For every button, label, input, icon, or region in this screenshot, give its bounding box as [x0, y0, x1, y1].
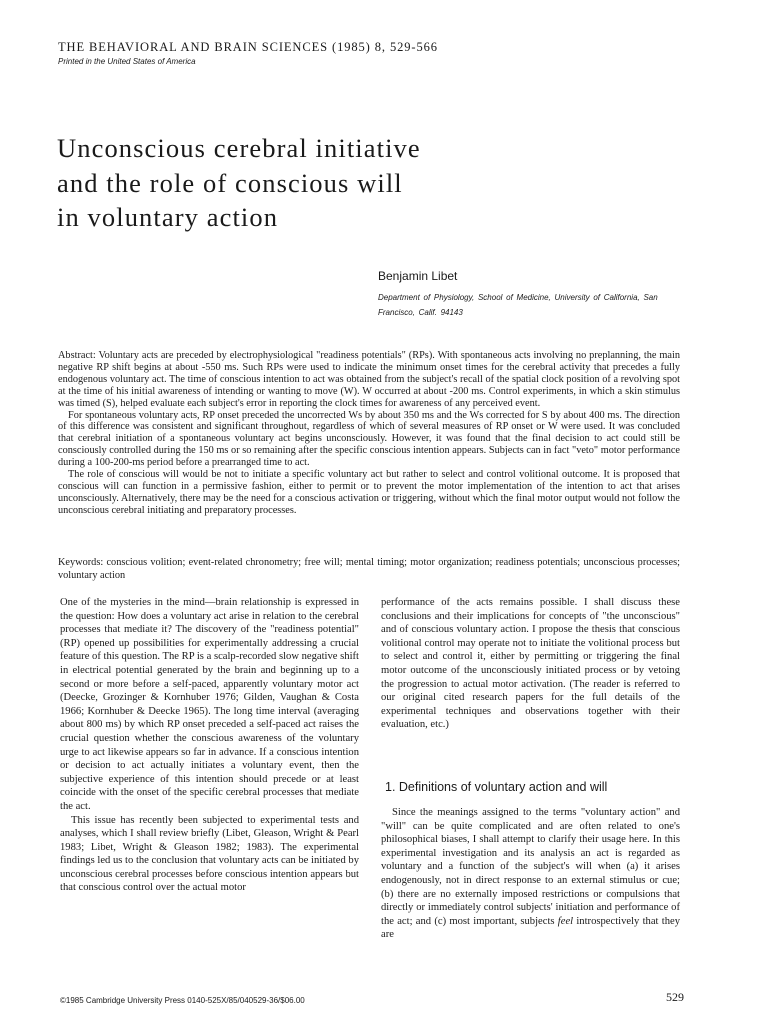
- journal-header: THE BEHAVIORAL AND BRAIN SCIENCES (1985) 8, 529-566: [58, 40, 438, 54]
- title-line: in voluntary action: [57, 202, 279, 232]
- article-title: [57, 131, 527, 235]
- section-body: [381, 806, 680, 942]
- body-paragraph: One of the mysteries in the mind—brain relationship is expressed in the question: How does a voluntary act arise in relation to the cerebral processes that mediate it? The discovery of the "readiness potential" (RP) opened up possibilities for experimentally addressing a crucial feature of this question. The RP is a scalp-recorded slow negative shift in electrical potential generated by the brain and beginning up to a second or more before a self-paced, apparently voluntary motor act (Deecke, Grozinger & Kornhuber 1976; Gilden, Vaughan & Costa 1966; Kornhuber & Deecke 1965). The long time interval (averaging about 800 ms) by which RP onset preceded a self-paced act raises the crucial question whether the conscious awareness of the voluntary urge to act likewise appears so far in advance. If a conscious intention or decision to act actually initiates a voluntary event, then the subjective experience of this intention should precede or at least coincide with the onset of the specific cerebral processes that mediate the act.: [60, 597, 359, 812]
- keywords: Keywords: conscious volition; event-related chronometry; free will; mental timing; motor organization; readiness potentials; unconscious processes; voluntary action: [58, 557, 680, 581]
- printed-in-line: Printed in the United States of America: [58, 57, 196, 66]
- footer-copyright: ©1985 Cambridge University Press 0140-525X/85/040529-36/$06.00: [60, 996, 305, 1005]
- body-paragraph: This issue has recently been subjected to experimental tests and analyses, which I shall review briefly (Libet, Gleason, Wright & Pearl 1983; Libet, Wright & Gleason 1982; 1983). The experimental findings led us to the conclusion that voluntary acts can be initiated by unconscious cerebral processes before conscious intention appears but that conscious control over the actual motor: [60, 814, 359, 894]
- body-paragraph: [381, 806, 680, 942]
- title-line: and the role of conscious will: [57, 167, 403, 198]
- body-paragraph: performance of the acts remains possible. I shall discuss these conclusions and their implications for concepts of "the unconscious" and of conscious voluntary action. I propose the thesis that conscious volitional control may operate not to initiate the volitional process but to select and control it, either by permitting or triggering the final motor outcome of the unconsciously initiated process or by vetoing the progression to actual motor activation. (The reader is referred to our original cited research papers for the full details of the experimental techniques and observations together with their evaluation, etc.): [381, 597, 680, 731]
- author-affiliation: Department of Physiology, School of Medicine, University of California, San Francisco, Calif. 94143: [378, 293, 658, 317]
- author-name: Benjamin Libet: [378, 269, 458, 283]
- abstract-paragraph: Abstract: Voluntary acts are preceded by electrophysiological "readiness potentials" (RPs). With spontaneous acts involving no preplanning, the main negative RP shift begins at about -550 ms. Such RPs were used to indicate the minimum onset times for the cerebral activity that precedes a fully endogenous voluntary act. The time of conscious intention to act was obtained from the subject's recall of the spatial clock position of a revolving spot at the time of his initial awareness of intending or wanting to move (W). W occurred at about -200 ms. Control experiments, in which a skin stimulus was timed (S), helped evaluate each subject's error in reporting the clock times for awareness of any perceived event.: [58, 350, 680, 409]
- paragraph-text: Since the meanings assigned to the terms "voluntary action" and "will" can be quite complicated and are often related to one's philosophical biases, I shall attempt to clarify their usage here. In this experimental investigation and its analysis an act is regarded as voluntary and a function of the subject's will when (a) it arises endogenously, not in direct response to an external stimulus or cue; (b) there are no externally imposed restrictions or compulsions that directly or immediately control subjects' initiation and performance of the act; and (c) most important, subjects: [381, 807, 680, 927]
- abstract-paragraph: The role of conscious will would be not to initiate a specific voluntary act but rather to select and control volitional outcome. It is proposed that conscious will can function in a permissive fashion, either to permit or to prevent the motor implementation of the intention to act that arises unconsciously. Alternatively, there may be the need for a conscious activation or triggering, without which the final motor output would not follow the unconscious cerebral initiating and preparatory processes.: [58, 469, 680, 516]
- section-heading: 1. Definitions of voluntary action and will: [385, 780, 608, 794]
- abstract: [58, 350, 680, 517]
- abstract-paragraph: For spontaneous voluntary acts, RP onset preceded the uncorrected Ws by about 350 ms and the Ws corrected for S by about 400 ms. The direction of this difference was consistent and significant throughout, regardless of which of several measures of RP onset or W were used. It was concluded that cerebral initiation of a spontaneous voluntary act begins unconsciously. However, it was found that the final decision to act could still be consciously controlled during the 150 ms or so remaining after the specific conscious intention appears. Subjects can in fact "veto" motor performance during a 100-200-ms period before a prearranged time to act.: [58, 409, 680, 469]
- body-column-left: [60, 596, 359, 895]
- body-column-right: [381, 596, 680, 732]
- page-number: 529: [666, 990, 684, 1004]
- emphasis-word: feel: [557, 915, 574, 927]
- title-line: Unconscious cerebral initiative: [57, 133, 421, 163]
- paragraph-text: introspectively that they are: [381, 915, 681, 941]
